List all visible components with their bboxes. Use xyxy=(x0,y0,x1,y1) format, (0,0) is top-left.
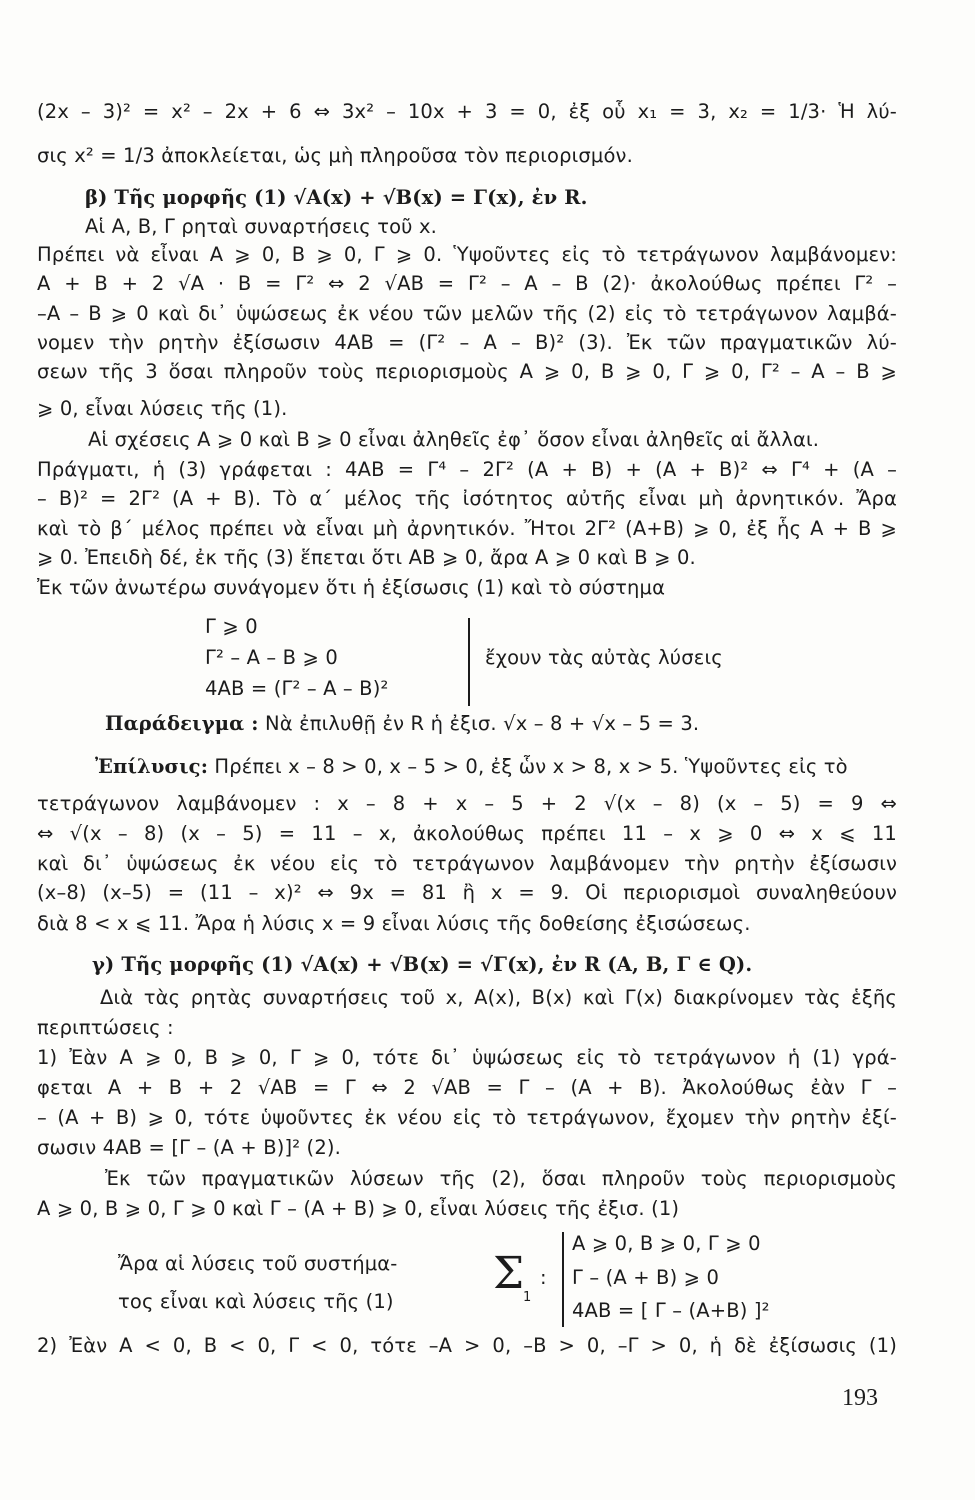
sigma-colon: : xyxy=(540,1266,547,1289)
text-line: σεων τῆς 3 ὅσαι πληροῦν τοὺς περιορισμοὺς A ⩾ 0, B ⩾ 0, Γ ⩾ 0, Γ² – A – B ⩾ xyxy=(37,360,897,383)
text-line: Ἐκ τῶν πραγματικῶν λύσεων τῆς (2), ὅσαι πληροῦν τοὺς περιορισμοὺς xyxy=(105,1167,897,1190)
text-line: A + B + 2 √A · B = Γ² ⇔ 2 √AB = Γ² – A – B (2)· ἀκολούθως πρέπει Γ² – xyxy=(37,272,897,295)
text-line: ⇔ √(x – 8) (x – 5) = 11 – x, ἀκολούθως πρέπει 11 – x ⩾ 0 ⇔ x ⩽ 11 xyxy=(37,822,897,845)
section-heading-beta: β) Τῆς μορφῆς (1) √A(x) + √B(x) = Γ(x), ἐν R. xyxy=(85,186,588,209)
text-line: Αἱ σχέσεις A ⩾ 0 καὶ B ⩾ 0 εἶναι ἀληθεῖς ἐφ᾿ ὅσον εἶναι ἀληθεῖς αἱ ἄλλαι. xyxy=(88,428,820,451)
text-line: σις x² = 1/3 ἀποκλείεται, ὡς μὴ πληροῦσα τὸν περιορισμόν. xyxy=(37,144,633,167)
text-line: Πρέπει νὰ εἶναι A ⩾ 0, B ⩾ 0, Γ ⩾ 0. Ὑψοῦντες εἰς τὸ τετράγωνον λαμβάνομεν: xyxy=(37,243,897,266)
solution-line xyxy=(95,755,895,778)
text-line: σωσιν 4AB = [Γ – (A + B)]² (2). xyxy=(37,1136,341,1159)
system-divider xyxy=(468,618,470,706)
text-line: – B)² = 2Γ² (A + B). Τὸ α΄ μέλος τῆς ἰσότητος αὐτῆς εἶναι μὴ ἀρνητικόν. Ἄρα xyxy=(37,487,897,510)
system-row: Γ ⩾ 0 xyxy=(205,615,258,638)
sigma-subscript: 1 xyxy=(523,1290,532,1305)
text-line: περιπτώσεις : xyxy=(37,1016,174,1039)
system-row: Γ² – A – B ⩾ 0 xyxy=(205,646,338,669)
example-line xyxy=(105,712,895,735)
text-line: φεται A + B + 2 √AB = Γ ⇔ 2 √AB = Γ – (A + B). Ἀκολούθως ἐὰν Γ – xyxy=(37,1076,897,1099)
text-line: τετράγωνον λαμβάνομεν : x – 8 + x – 5 + 2 √(x – 8) (x – 5) = 9 ⇔ xyxy=(37,792,897,815)
system-row: A ⩾ 0, B ⩾ 0, Γ ⩾ 0 xyxy=(572,1232,761,1255)
text-line: – (A + B) ⩾ 0, τότε ὑψοῦντες ἐκ νέου εἰς τὸ τετράγωνον, ἔχομεν τὴν ρητὴν ἐξί- xyxy=(37,1106,897,1129)
section-heading-gamma: γ) Τῆς μορφῆς (1) √A(x) + √B(x) = √Γ(x), ἐν R (A, B, Γ ∈ Q). xyxy=(92,953,753,976)
solution-first-text: Πρέπει x – 8 > 0, x – 5 > 0, ἐξ ὧν x > 8, x > 5. Ὑψοῦντες εἰς τὸ xyxy=(214,755,848,778)
text-line: (x–8) (x–5) = (11 – x)² ⇔ 9x = 81 ἢ x = 9. Οἱ περιορισμοὶ συναληθεύουν xyxy=(37,881,897,904)
text-line: ⩾ 0, εἶναι λύσεις τῆς (1). xyxy=(37,397,288,420)
text-line: Αἱ Α, Β, Γ ρηταὶ συναρτήσεις τοῦ x. xyxy=(85,215,437,238)
system2-text: τος εἶναι καὶ λύσεις τῆς (1) xyxy=(118,1290,394,1313)
system-row: 4AB = [ Γ – (A+B) ]² xyxy=(572,1299,770,1322)
sigma-symbol: Σ xyxy=(493,1248,525,1299)
text-line: –A – B ⩾ 0 καὶ δι᾿ ὑψώσεως ἐκ νέου τῶν μελῶν τῆς (2) εἰς τὸ τετράγωνον λαμβά- xyxy=(37,302,897,325)
solution-label: Ἐπίλυσις: xyxy=(95,755,209,778)
system-note: ἔχουν τὰς αὐτὰς λύσεις xyxy=(485,646,723,669)
text-line: 2) Ἐὰν A < 0, B < 0, Γ < 0, τότε –A > 0, –B > 0, –Γ > 0, ἡ δὲ ἐξίσωσις (1) xyxy=(37,1334,897,1357)
text-line: A ⩾ 0, B ⩾ 0, Γ ⩾ 0 καὶ Γ – (A + B) ⩾ 0, εἶναι λύσεις τῆς ἐξισ. (1) xyxy=(37,1197,680,1220)
text-line: Πράγματι, ἡ (3) γράφεται : 4AB = Γ⁴ – 2Γ² (A + B) + (A + B)² ⇔ Γ⁴ + (A – xyxy=(37,458,897,481)
system2-text: Ἄρα αἱ λύσεις τοῦ συστήμα- xyxy=(118,1252,398,1275)
text-line: ⩾ 0. Ἐπειδὴ δέ, ἐκ τῆς (3) ἕπεται ὅτι AB ⩾ 0, ἄρα A ⩾ 0 καὶ B ⩾ 0. xyxy=(37,546,696,569)
text-line: νομεν τὴν ρητὴν ἐξίσωσιν 4AB = (Γ² – A – B)² (3). Ἐκ τῶν πραγματικῶν λύ- xyxy=(37,331,897,354)
text-line: διὰ 8 < x ⩽ 11. Ἄρα ἡ λύσις x = 9 εἶναι λύσις τῆς δοθείσης ἐξισώσεως. xyxy=(37,912,751,935)
text-line: καὶ δι᾿ ὑψώσεως ἐκ νέου εἰς τὸ τετράγωνον λαμβάνομεν τὴν ρητὴν ἐξίσωσιν xyxy=(37,852,897,875)
system-row: Γ – (A + B) ⩾ 0 xyxy=(572,1266,720,1289)
system2-divider xyxy=(562,1232,564,1327)
text-line: Διὰ τὰς ρητὰς συναρτήσεις τοῦ x, A(x), B(x) καὶ Γ(x) διακρίνομεν τὰς ἑξῆς xyxy=(100,986,897,1009)
text-line: καὶ τὸ β΄ μέλος πρέπει νὰ εἶναι μὴ ἀρνητικόν. Ἤτοι 2Γ² (A+B) ⩾ 0, ἐξ ἧς A + B ⩾ xyxy=(37,517,897,540)
page-number: 193 xyxy=(842,1385,878,1411)
text-line: Ἐκ τῶν ἀνωτέρω συνάγομεν ὅτι ἡ ἐξίσωσις (1) καὶ τὸ σύστημα xyxy=(37,576,666,599)
text-line: 1) Ἐὰν A ⩾ 0, B ⩾ 0, Γ ⩾ 0, τότε δι᾿ ὑψώσεως εἰς τὸ τετράγωνον ἡ (1) γρά- xyxy=(37,1046,897,1069)
system-row: 4AB = (Γ² – A – B)² xyxy=(205,677,389,700)
example-label: Παράδειγμα : xyxy=(105,712,259,735)
example-text: Νὰ ἐπιλυθῇ ἐν R ἡ ἐξισ. √x – 8 + √x – 5 = 3. xyxy=(265,712,700,735)
text-line: (2x – 3)² = x² – 2x + 6 ⇔ 3x² – 10x + 3 = 0, ἐξ οὗ x₁ = 3, x₂ = 1/3· Ἡ λύ- xyxy=(37,100,897,123)
